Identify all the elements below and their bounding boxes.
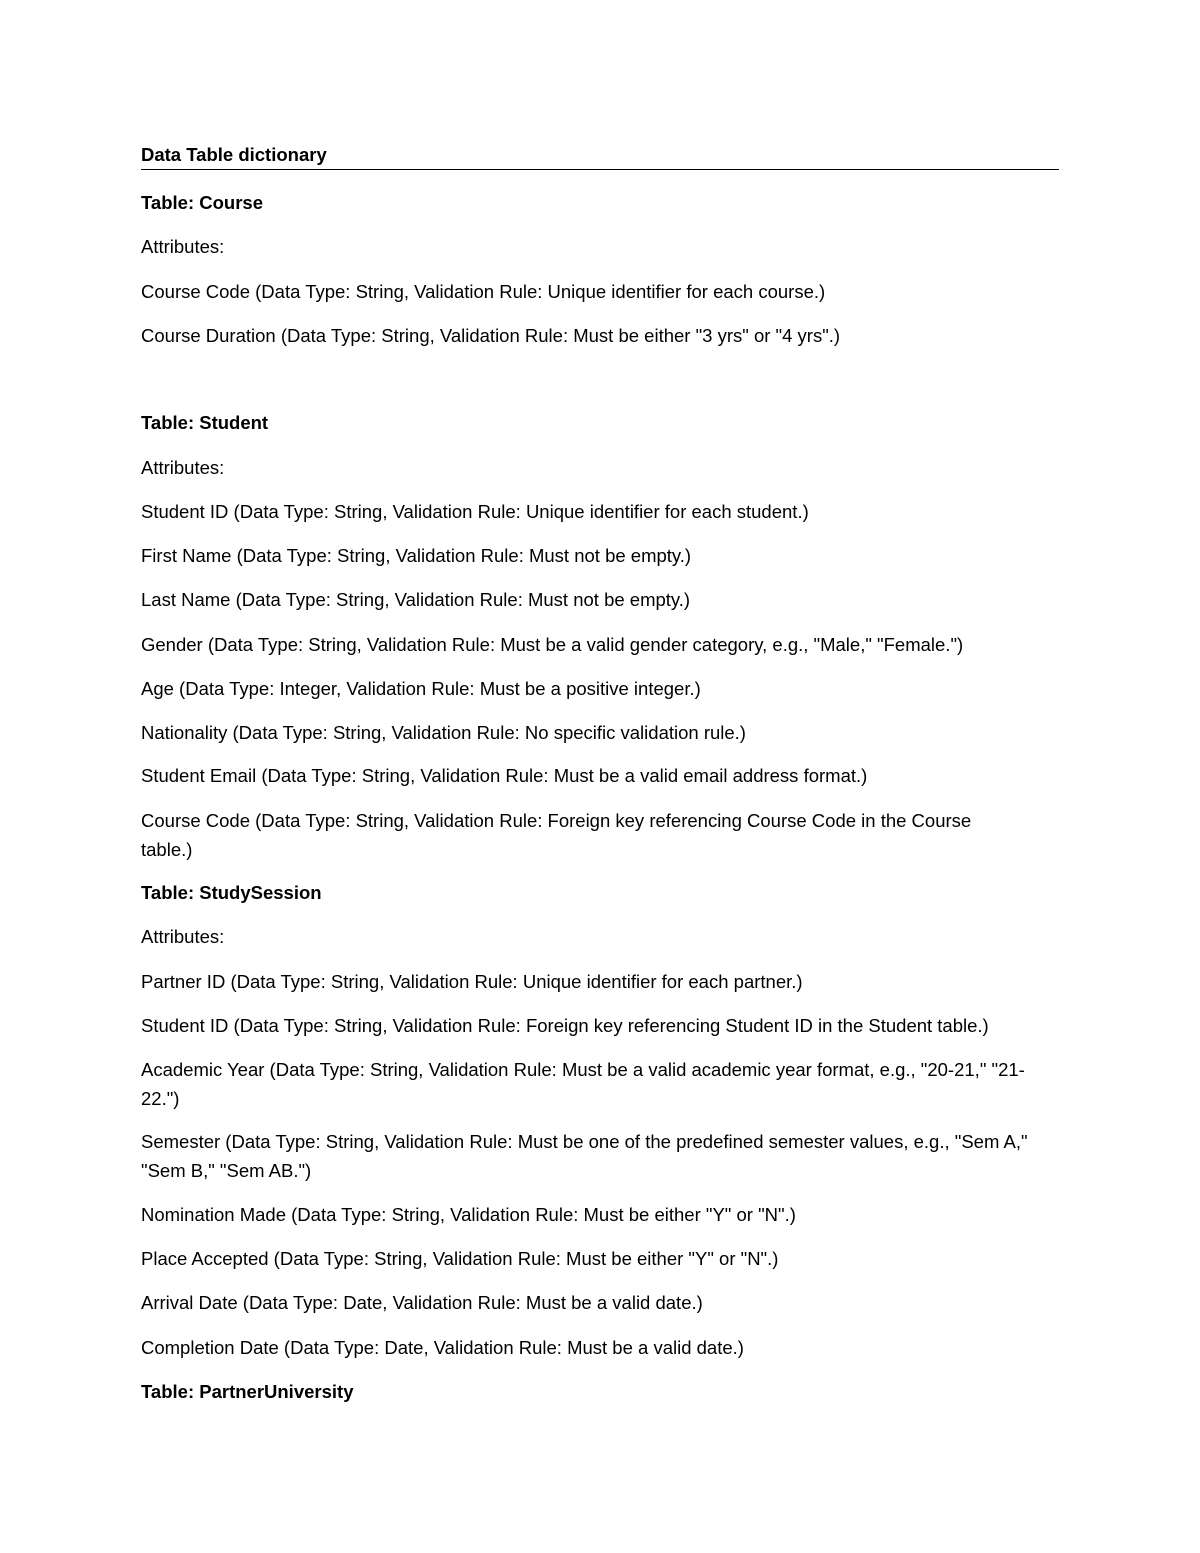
attribute-item: Age (Data Type: Integer, Validation Rule: Must be a positive integer.) (141, 678, 701, 699)
attribute-item: Partner ID (Data Type: String, Validation Rule: Unique identifier for each partner.) (141, 971, 803, 992)
attribute-item: Student ID (Data Type: String, Validation Rule: Foreign key referencing Student ID in the Student table.) (141, 1015, 989, 1036)
table-heading-student: Table: Student (141, 412, 269, 433)
attribute-item: Nomination Made (Data Type: String, Validation Rule: Must be either "Y" or "N".) (141, 1204, 796, 1225)
attribute-item: Completion Date (Data Type: Date, Validation Rule: Must be a valid date.) (141, 1337, 744, 1358)
attribute-item: Semester (Data Type: String, Validation Rule: Must be one of the predefined semester values, e.g., "Sem A," "Sem B," "Sem AB.") (141, 1131, 1028, 1181)
attribute-item: Gender (Data Type: String, Validation Rule: Must be a valid gender category, e.g., "Male," "Female.") (141, 634, 964, 655)
attribute-item: Academic Year (Data Type: String, Validation Rule: Must be a valid academic year format, e.g., "20-21," "21-22.") (141, 1059, 1025, 1109)
document-title: Data Table dictionary (141, 143, 1059, 170)
attribute-item: Last Name (Data Type: String, Validation Rule: Must not be empty.) (141, 589, 691, 610)
attribute-item: Course Code (Data Type: String, Validation Rule: Unique identifier for each course.) (141, 281, 826, 302)
attribute-item: Course Duration (Data Type: String, Validation Rule: Must be either "3 yrs" or "4 yrs".) (141, 325, 841, 346)
attributes-label: Attributes: (141, 926, 225, 947)
attribute-item: Student ID (Data Type: String, Validation Rule: Unique identifier for each student.) (141, 501, 809, 522)
table-heading-course: Table: Course (141, 192, 263, 213)
attribute-item: Nationality (Data Type: String, Validation Rule: No specific validation rule.) (141, 722, 746, 743)
attribute-item: First Name (Data Type: String, Validation Rule: Must not be empty.) (141, 545, 692, 566)
attribute-item: Student Email (Data Type: String, Validation Rule: Must be a valid email address format.) (141, 765, 868, 786)
attributes-label: Attributes: (141, 236, 225, 257)
attribute-item: Course Code (Data Type: String, Validation Rule: Foreign key referencing Course Code in the Course table.) (141, 810, 972, 860)
attribute-item: Place Accepted (Data Type: String, Validation Rule: Must be either "Y" or "N".) (141, 1248, 779, 1269)
attribute-item: Arrival Date (Data Type: Date, Validation Rule: Must be a valid date.) (141, 1292, 703, 1313)
attributes-label: Attributes: (141, 457, 225, 478)
table-heading-studysession: Table: StudySession (141, 882, 322, 903)
table-heading-partneruniversity: Table: PartnerUniversity (141, 1381, 354, 1402)
